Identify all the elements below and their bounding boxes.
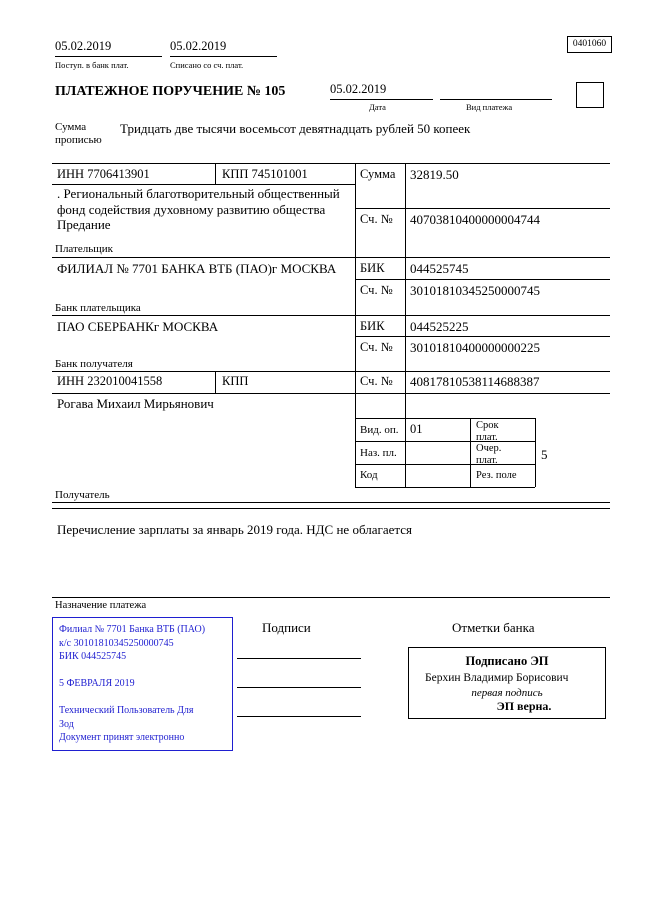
bank-marks-label: Отметки банка bbox=[452, 620, 535, 635]
payer-kpp-value: 745101001 bbox=[251, 167, 308, 181]
payment-kind-field bbox=[440, 82, 552, 100]
stamp-line: БИК 044525745 bbox=[59, 651, 127, 662]
amount-label: Сумма bbox=[360, 167, 396, 181]
document-date-value: 05.02.2019 bbox=[330, 82, 433, 100]
ocher-plat-value: 5 bbox=[541, 447, 548, 462]
esign-title: Подписано ЭП bbox=[465, 654, 549, 668]
purpose-label: Назначение платежа bbox=[55, 600, 147, 611]
ocher-plat-label: Очер. плат. bbox=[476, 443, 502, 466]
amount-words-label: Сумма прописью bbox=[55, 121, 102, 146]
payer-name: . Региональный благотворительный общественный фонд содействия духовному развитию общества Предание bbox=[57, 186, 340, 232]
divider-line bbox=[52, 163, 610, 164]
divider-line bbox=[52, 371, 610, 372]
payer-bank-section-label: Банк плательщика bbox=[55, 302, 141, 314]
payee-section-label: Получатель bbox=[55, 489, 110, 501]
stamp-line: Зод bbox=[59, 718, 74, 730]
esign-note: первая подпись bbox=[471, 687, 543, 699]
divider-line bbox=[355, 279, 610, 280]
signature-line bbox=[237, 687, 361, 688]
payee-inn bbox=[57, 374, 162, 389]
received-date-label: Поступ. в банк плат. bbox=[55, 60, 129, 70]
payer-account-value: 40703810400000004744 bbox=[410, 212, 540, 227]
divider-line bbox=[52, 508, 610, 509]
payee-bank-name: ПАО СБЕРБАНКг МОСКВА bbox=[57, 319, 219, 334]
status-checkbox bbox=[576, 82, 604, 108]
stamp-line: Документ принят электронно bbox=[59, 732, 185, 743]
divider-line bbox=[355, 336, 610, 337]
payer-inn bbox=[57, 167, 150, 182]
received-date-value: 05.02.2019 bbox=[55, 39, 162, 57]
stamp-line bbox=[59, 664, 226, 678]
date-label: Дата bbox=[369, 102, 386, 112]
payee-bank-section-label: Банк получателя bbox=[55, 358, 133, 370]
payment-kind-label: Вид платежа bbox=[466, 102, 513, 112]
payee-bank-account-value: 30101810400000000225 bbox=[410, 340, 540, 355]
divider-line bbox=[355, 418, 535, 419]
esign-verified: ЭП верна. bbox=[496, 699, 552, 713]
payer-bank-bik-value: 044525745 bbox=[410, 261, 469, 276]
kod-label: Код bbox=[360, 469, 378, 481]
divider-line bbox=[52, 184, 355, 185]
stamp-line: Филиал № 7701 Банка ВТБ (ПАО) bbox=[59, 624, 206, 635]
amount-words-value: Тридцать две тысячи восемьсот девятнадцать рублей 50 копеек bbox=[120, 121, 471, 136]
divider-line bbox=[52, 393, 610, 394]
divider-line bbox=[355, 208, 610, 209]
payee-account-label: Сч. № bbox=[360, 374, 393, 388]
payer-inn-value: 7706413901 bbox=[87, 167, 150, 181]
signatures-label: Подписи bbox=[262, 620, 311, 635]
bank-stamp bbox=[52, 617, 233, 751]
stamp-line bbox=[59, 691, 226, 705]
signature-line bbox=[237, 658, 361, 659]
stamp-line: к/с 30101810345250000745 bbox=[59, 637, 174, 649]
divider-line bbox=[52, 257, 610, 258]
divider-line bbox=[405, 163, 406, 487]
debited-date-label: Списано со сч. плат. bbox=[170, 60, 244, 70]
payee-inn-label: ИНН bbox=[57, 374, 85, 388]
document-title: ПЛАТЕЖНОЕ ПОРУЧЕНИЕ № 105 bbox=[55, 84, 286, 99]
payee-kpp-label: КПП bbox=[222, 374, 249, 388]
payee-account-value: 40817810538114688387 bbox=[410, 374, 540, 389]
payee-inn-value: 232010041558 bbox=[87, 374, 163, 388]
rez-pole-label: Рез. поле bbox=[476, 470, 517, 481]
payee-bank-bik-value: 044525225 bbox=[410, 319, 469, 334]
payer-section-label: Плательщик bbox=[55, 243, 113, 255]
stamp-line: 5 ФЕВРАЛЯ 2019 bbox=[59, 678, 135, 689]
payee-bank-bik-label: БИК bbox=[360, 319, 385, 333]
divider-line bbox=[215, 163, 216, 184]
divider-line bbox=[470, 418, 471, 487]
esign-box bbox=[408, 647, 606, 719]
payer-bank-bik-label: БИК bbox=[360, 261, 385, 275]
esign-signer-name: Берхин Владимир Борисович bbox=[425, 672, 569, 684]
form-code-box: 0401060 bbox=[567, 36, 612, 53]
signature-line bbox=[237, 716, 361, 717]
payer-kpp-label: КПП bbox=[222, 167, 249, 181]
payer-account-label: Сч. № bbox=[360, 212, 393, 226]
debited-date-value: 05.02.2019 bbox=[170, 39, 277, 57]
payer-bank-name: ФИЛИАЛ № 7701 БАНКА ВТБ (ПАО)г МОСКВА bbox=[57, 261, 337, 276]
srok-plat-label: Срок плат. bbox=[476, 420, 499, 443]
stamp-line: Технический Пользователь Для bbox=[59, 705, 194, 716]
payer-bank-account-label: Сч. № bbox=[360, 283, 393, 297]
payer-kpp bbox=[222, 167, 308, 182]
divider-line bbox=[355, 163, 356, 487]
purpose-text: Перечисление зарплаты за январь 2019 года. НДС не облагается bbox=[57, 522, 412, 537]
payee-bank-account-label: Сч. № bbox=[360, 340, 393, 354]
vid-op-label: Вид. оп. bbox=[360, 424, 399, 436]
divider-line bbox=[52, 315, 610, 316]
divider-line bbox=[355, 487, 535, 488]
amount-value: 32819.50 bbox=[410, 167, 459, 182]
payer-bank-account-value: 30101810345250000745 bbox=[410, 283, 540, 298]
payer-inn-label: ИНН bbox=[57, 167, 85, 181]
payee-name: Рогава Михаил Мирьянович bbox=[57, 396, 214, 411]
divider-line bbox=[52, 597, 610, 598]
vid-op-value: 01 bbox=[410, 422, 423, 436]
naz-pl-label: Наз. пл. bbox=[360, 447, 397, 459]
divider-line bbox=[215, 371, 216, 393]
divider-line bbox=[52, 502, 610, 503]
